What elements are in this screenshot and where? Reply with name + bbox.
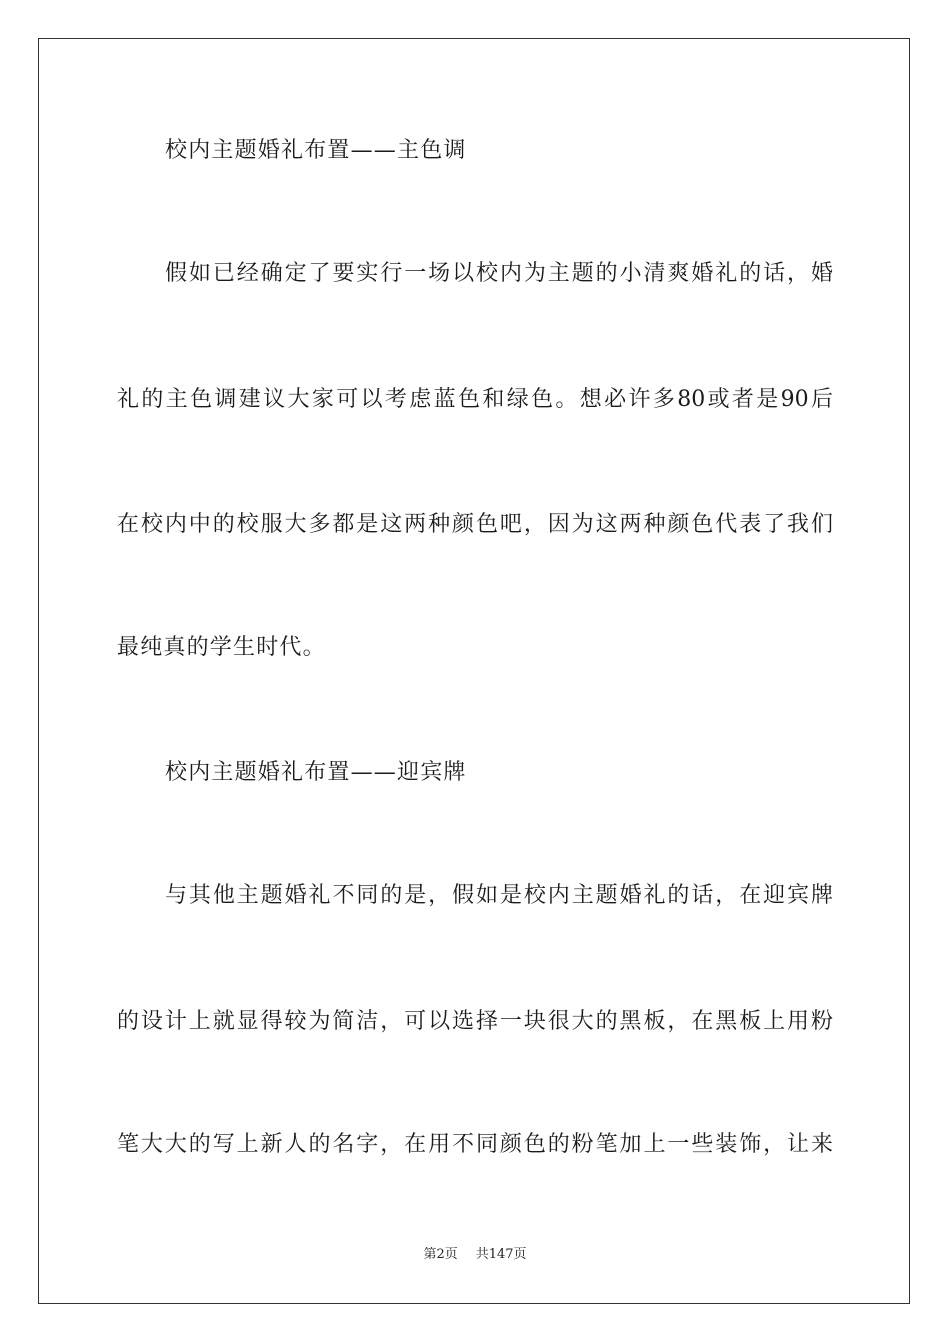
page-number: 第2页: [423, 1247, 458, 1262]
paragraph-line: 的设计上就显得较为简洁，可以选择一块很大的黑板，在黑板上用粉: [117, 1009, 833, 1034]
page-footer: [0, 1246, 950, 1264]
paragraph-line: 笔大大的写上新人的名字，在用不同颜色的粉笔加上一些装饰，让来: [117, 1132, 833, 1157]
section-heading-sign: 校内主题婚礼布置——迎宾牌: [165, 760, 467, 785]
paragraph-line: 在校内中的校服大多都是这两种颜色吧，因为这两种颜色代表了我们: [117, 512, 833, 537]
page-border: [38, 38, 910, 1304]
paragraph-line: 最纯真的学生时代。: [117, 635, 326, 660]
page-total: 共147页: [475, 1247, 527, 1262]
paragraph-line: 礼的主色调建议大家可以考虑蓝色和绿色。想必许多80或者是90后: [117, 387, 833, 412]
section-heading-color: 校内主题婚礼布置——主色调: [165, 138, 467, 163]
paragraph-line: 假如已经确定了要实行一场以校内为主题的小清爽婚礼的话，婚: [165, 261, 833, 286]
paragraph-line: 与其他主题婚礼不同的是，假如是校内主题婚礼的话，在迎宾牌: [165, 883, 833, 908]
